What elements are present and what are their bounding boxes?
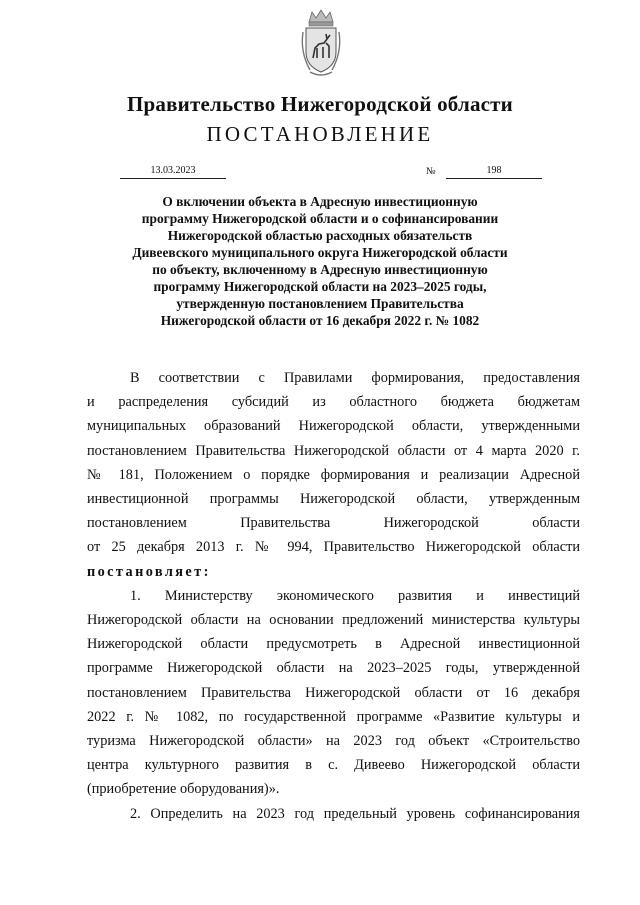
document-subject xyxy=(100,193,540,329)
subject-line: по объекту, включенному в Адресную инвестиционную xyxy=(152,262,488,277)
body-line: Нижегородской области на основании предложений министерства культуры xyxy=(87,612,580,629)
body-line: центра культурного развития в с. Дивеево Нижегородской области xyxy=(87,757,580,774)
body-line: от 25 декабря 2013 г. № 994, Правительство Нижегородской области xyxy=(87,539,580,556)
subject-line: Нижегородской области от 16 декабря 2022 г. № 1082 xyxy=(160,313,480,328)
body-line: и распределения субсидий из областного бюджета бюджетам xyxy=(87,394,580,411)
subject-line: О включении объекта в Адресную инвестиционную xyxy=(162,194,478,209)
coat-of-arms-emblem xyxy=(300,8,342,80)
body-line: постановлением Правительства Нижегородской области xyxy=(87,515,580,532)
body-line: туризма Нижегородской области» на 2023 год объект «Строительство xyxy=(87,733,580,750)
body-line: постановлением Правительства Нижегородской области от 16 декабря xyxy=(87,684,580,701)
document-date: 13.03.2023 xyxy=(120,164,226,179)
body-line: постановлением Правительства Нижегородской области от 4 марта 2020 г. xyxy=(87,442,580,459)
subject-line: программу Нижегородской области на 2023–2025 годы, xyxy=(153,279,487,294)
body-line: 2. Определить на 2023 год предельный уровень софинансирования xyxy=(130,805,580,822)
body-line: 2022 г. № 1082, по государственной программе «Развитие культуры и xyxy=(87,708,580,725)
body-line: № 181, Положением о порядке формирования и реализации Адресной xyxy=(87,466,580,483)
body-line: (приобретение оборудования)». xyxy=(87,781,280,798)
document-body xyxy=(87,366,580,826)
resolves-word xyxy=(87,560,580,584)
document-type: ПОСТАНОВЛЕНИЕ xyxy=(206,122,434,146)
subject-line: программу Нижегородской области и о софинансировании xyxy=(141,211,499,226)
number-sign: № xyxy=(426,166,436,177)
body-line: В соответствии с Правилами формирования, предоставления xyxy=(130,370,580,386)
resolves-text: постановляет: xyxy=(87,563,211,580)
body-line: муниципальных образований Нижегородской области, утвержденными xyxy=(87,418,580,435)
subject-line: утвержденную постановлением Правительства xyxy=(176,296,464,311)
subject-line: Дивеевского муниципального округа Нижегородской области xyxy=(132,245,508,260)
document-number: 198 xyxy=(446,164,542,179)
body-line: инвестиционной программы Нижегородской области, утвержденным xyxy=(87,491,580,508)
body-line: программе Нижегородской области на 2023–2025 годы, утвержденной xyxy=(87,660,580,677)
government-name: Правительство Нижегородской области xyxy=(127,92,513,116)
body-line: Нижегородской области предусмотреть в Адресной инвестиционной xyxy=(87,636,580,653)
subject-line: Нижегородской областью расходных обязательств xyxy=(167,228,473,243)
body-line: 1. Министерству экономического развития и инвестиций xyxy=(130,587,580,604)
